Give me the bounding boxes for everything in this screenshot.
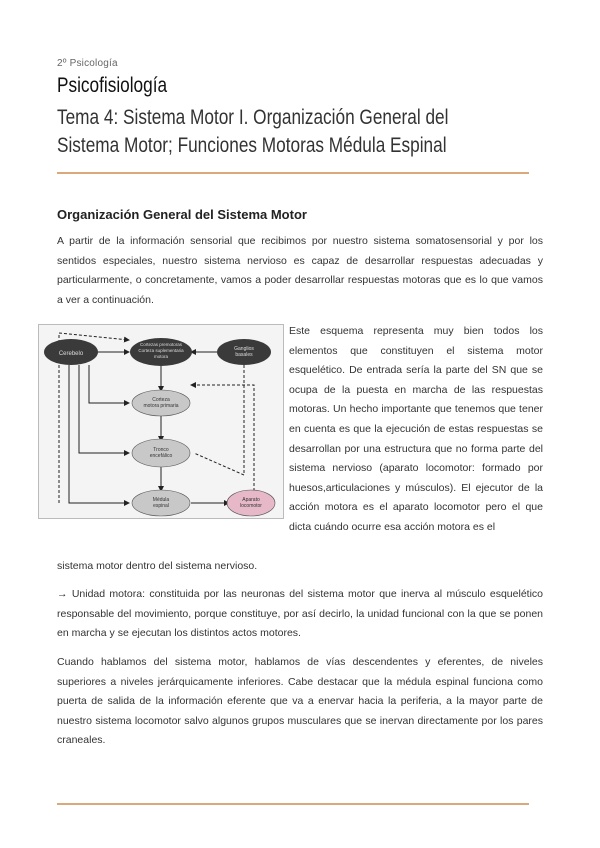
label-cortex-3: motora — [153, 354, 169, 359]
figure-tail-line: sistema motor dentro del sistema nervioso. — [57, 560, 258, 572]
figure-side-paragraph: Este esquema representa muy bien todos los elementos que constituyen el sistema motor esquelético. De entrada sería la parte del SN que se ocupa de la puesta en marcha de las respuestas motoras. Un hecho importante que tenemos que tener en cuenta es que la ejecución de estas respuestas se desarrollan por una estructura que no forma parte del sistema nervioso (aparato locomotor: formado por huesos,articulaciones y músculos). El ejecutor de la acción motora es el aparato locomotor pero el que dicta cuándo ocurre esa acción motora es el — [289, 325, 543, 533]
label-cortex-1: Cortezas premotoras — [139, 342, 183, 347]
pathways-paragraph: Cuando hablamos del sistema motor, hablamos de vías descendentes y eferentes, de niveles superiores a niveles jerárquicamente inferiores. Cabe destacar que la médula espinal funciona como puerta de salida de la información eferente que va a enervar hacia la periferia, a la mayor parte de nuestro sistema locomotor salvo algunos grupos musculares que se inervan directamente por los pares craneales. — [57, 656, 543, 747]
subject-title: Psicofisiología — [57, 74, 168, 97]
label-ganglios-1: Ganglios — [234, 346, 254, 352]
diagram-svg — [39, 325, 283, 518]
label-tronco-1: Tronco — [153, 447, 169, 453]
course-label: 2º Psicología — [57, 58, 118, 69]
label-medula-2: espinal — [153, 503, 169, 509]
top-divider — [57, 172, 529, 174]
topic-title: Tema 4: Sistema Motor I. Organización General del Sistema Motor; Funciones Motoras Médula Espinal — [57, 106, 449, 157]
intro-paragraph: A partir de la información sensorial que recibimos por nuestro sistema somatosensorial y por los sentidos especiales, nuestro sistema nervioso es capaz de desarrollar respuestas adecuadas y particularmente, o concretamente, vamos a poder desarrollar respuestas motoras que es lo que vamos a ver a continuación. — [57, 235, 543, 306]
label-corteza-motora-1: Corteza — [152, 397, 170, 403]
motor-unit-paragraph: → Unidad motora: constituida por las neuronas del sistema motor que inerva al músculo esquelético responsable del movimiento, porque constituye, por así decirlo, la unidad funcional con la que se ponen en marcha y se ejecutan los distintos actos motores. — [57, 588, 543, 640]
label-ganglios-2: basales — [235, 352, 253, 358]
bottom-divider — [57, 803, 529, 805]
label-tronco-2: encefálico — [149, 453, 173, 459]
label-cerebelo: Cerebelo — [58, 351, 84, 357]
label-corteza-motora-2: motora primaria — [143, 403, 179, 409]
label-aparato-1: Aparato — [242, 497, 260, 503]
label-medula-1: Médula — [152, 497, 170, 503]
motor-system-diagram — [38, 324, 284, 519]
label-cortex-2: Corteza suplementaria — [138, 348, 184, 353]
section-heading: Organización General del Sistema Motor — [57, 207, 307, 222]
label-aparato-2: locomotor — [240, 503, 262, 509]
